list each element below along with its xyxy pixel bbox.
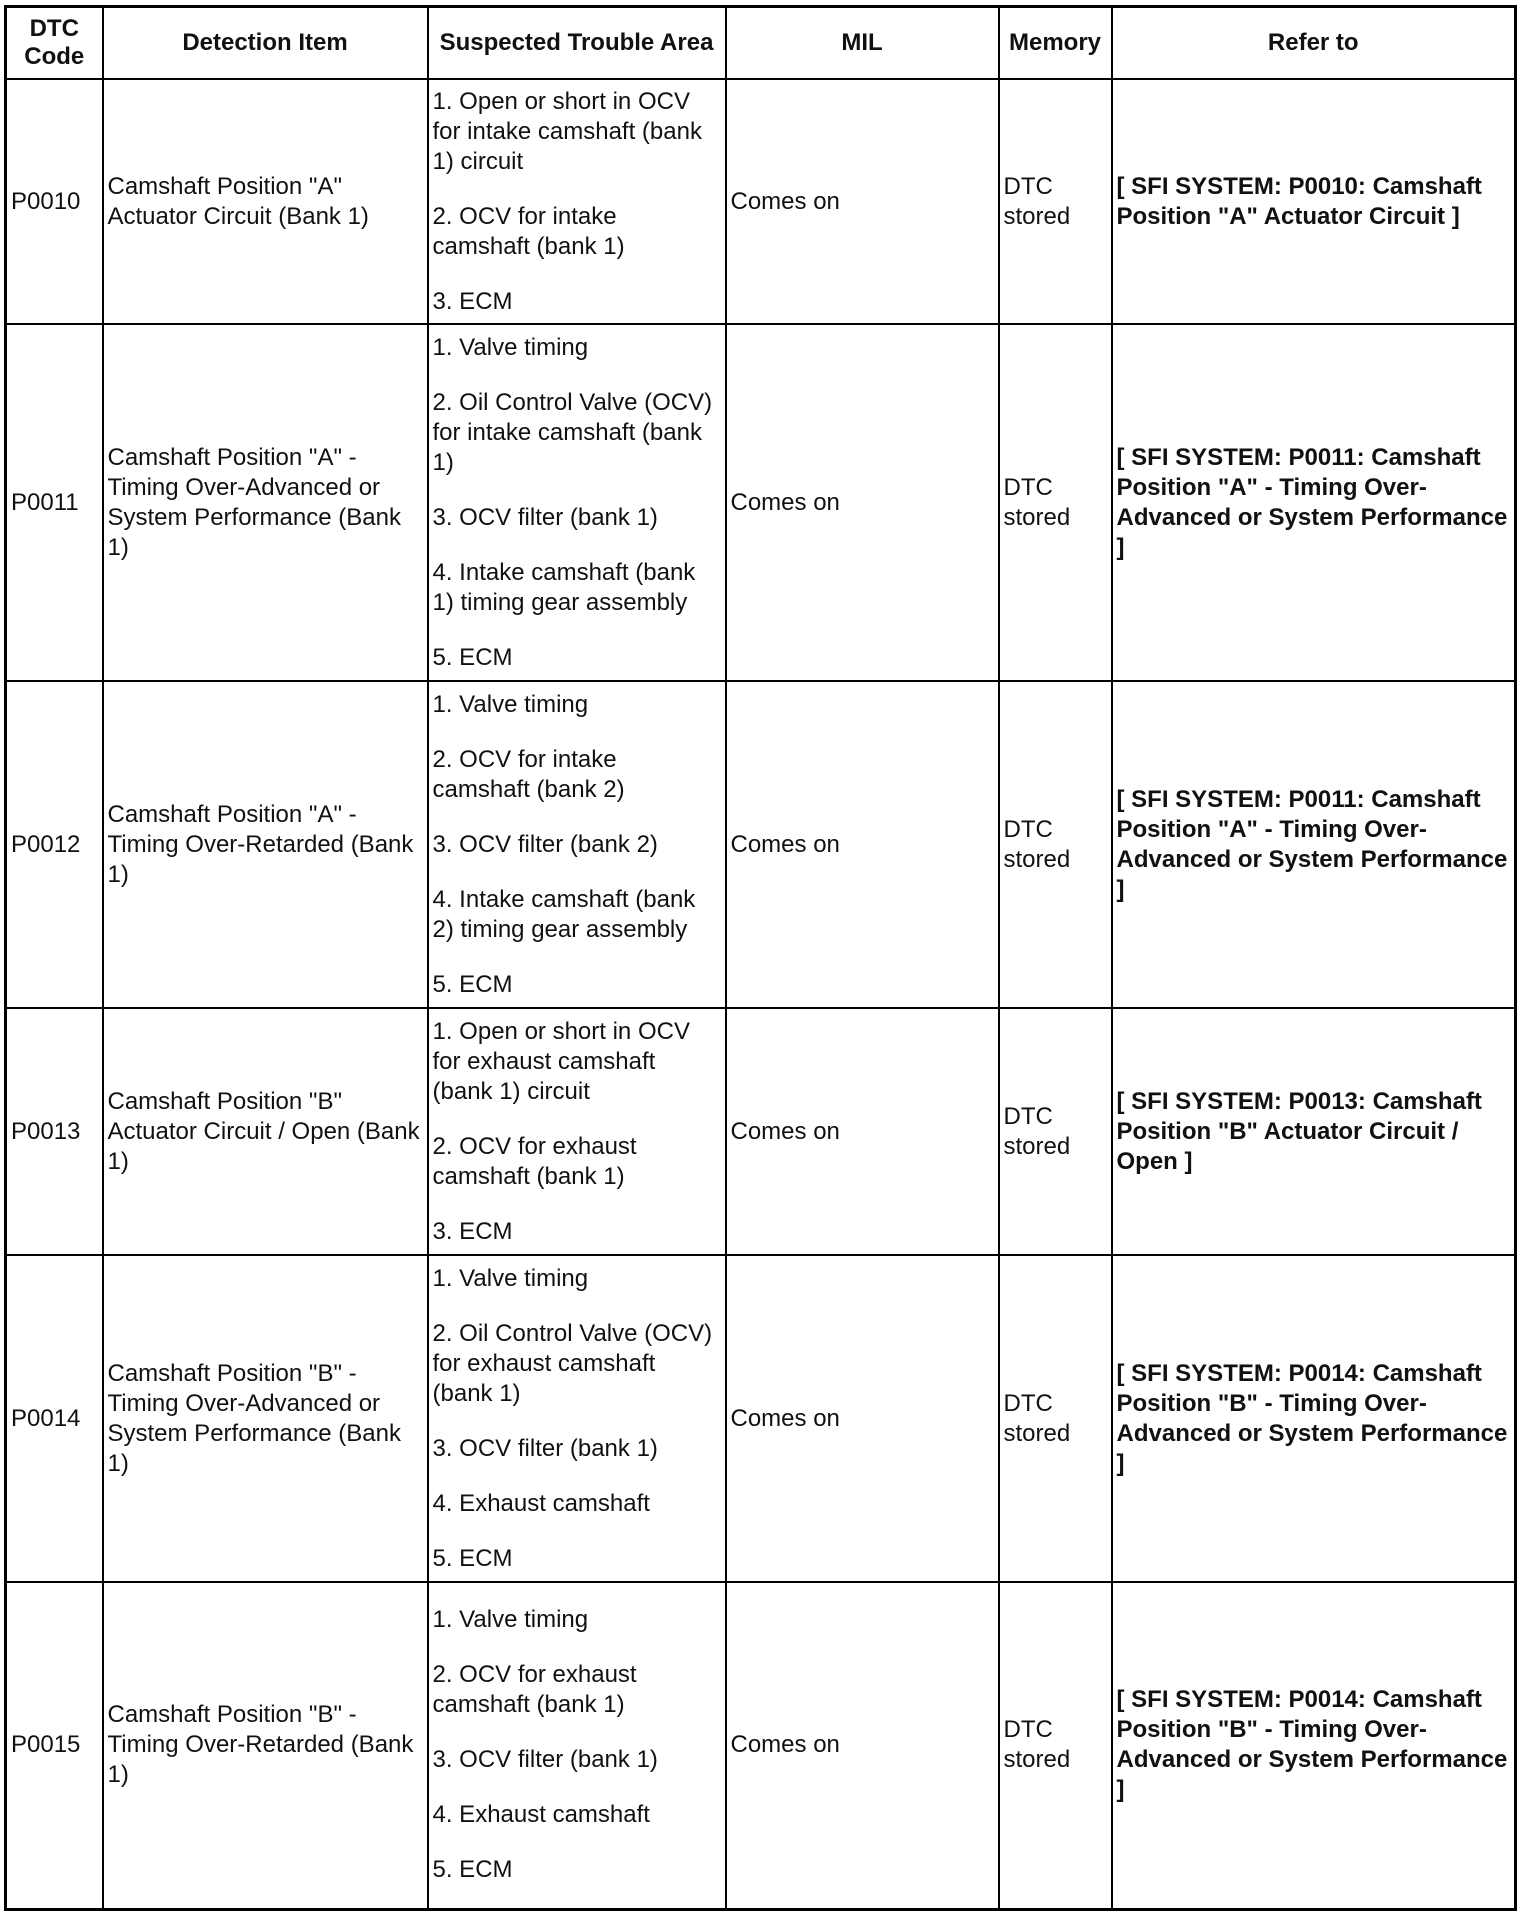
memory-cell: DTC stored xyxy=(999,681,1112,1008)
trouble-area-item: 5. ECM xyxy=(432,1544,513,1572)
detection-item-cell: Camshaft Position "A" Actuator Circuit (Bank 1) xyxy=(103,79,428,324)
mil-cell: Comes on xyxy=(726,79,999,324)
trouble-area-item: 1. Open or short in OCV for exhaust camshaft (bank 1) circuit xyxy=(432,1017,690,1105)
trouble-area-item: 3. ECM xyxy=(432,287,513,315)
trouble-area-item: 1. Valve timing xyxy=(432,1264,589,1292)
suspected-trouble-area-cell xyxy=(428,324,726,681)
trouble-area-item: 1. Valve timing xyxy=(432,1606,589,1634)
trouble-area-item: 5. ECM xyxy=(432,643,513,671)
refer-to-cell: [ SFI SYSTEM: P0011: Camshaft Position "A" - Timing Over-Advanced or System Performance ] xyxy=(1112,324,1516,681)
dtc-code-cell: P0013 xyxy=(6,1008,103,1255)
mil-cell: Comes on xyxy=(726,1255,999,1582)
table-row xyxy=(6,324,1516,681)
refer-to-cell: [ SFI SYSTEM: P0010: Camshaft Position "A" Actuator Circuit ] xyxy=(1112,79,1516,324)
trouble-area-item: 3. ECM xyxy=(432,1217,513,1245)
trouble-area-item: 4. Exhaust camshaft xyxy=(432,1489,650,1517)
trouble-area-item: 2. OCV for intake camshaft (bank 1) xyxy=(432,202,625,260)
header-dtc-code: DTC Code xyxy=(6,7,103,80)
trouble-area-item: 1. Valve timing xyxy=(432,333,589,361)
dtc-code-cell: P0014 xyxy=(6,1255,103,1582)
trouble-area-item: 4. Exhaust camshaft xyxy=(432,1801,650,1829)
dtc-code-cell: P0010 xyxy=(6,79,103,324)
header-detection-item: Detection Item xyxy=(103,7,428,80)
detection-item-cell: Camshaft Position "A" - Timing Over-Retarded (Bank 1) xyxy=(103,681,428,1008)
header-memory: Memory xyxy=(999,7,1112,80)
trouble-area-item: 5. ECM xyxy=(432,1856,513,1884)
memory-cell: DTC stored xyxy=(999,1255,1112,1582)
header-refer-to: Refer to xyxy=(1112,7,1516,80)
table-row xyxy=(6,1008,1516,1255)
refer-to-cell: [ SFI SYSTEM: P0013: Camshaft Position "B" Actuator Circuit / Open ] xyxy=(1112,1008,1516,1255)
dtc-code-cell: P0012 xyxy=(6,681,103,1008)
trouble-area-item: 2. OCV for exhaust camshaft (bank 1) xyxy=(432,1132,637,1190)
trouble-area-item: 5. ECM xyxy=(432,970,513,998)
dtc-table xyxy=(4,5,1517,1911)
suspected-trouble-area-cell xyxy=(428,1255,726,1582)
table-header xyxy=(6,7,1516,80)
refer-to-cell: [ SFI SYSTEM: P0014: Camshaft Position "B" - Timing Over-Advanced or System Performance ] xyxy=(1112,1582,1516,1909)
header-row xyxy=(6,7,1516,80)
detection-item-cell: Camshaft Position "A" - Timing Over-Advanced or System Performance (Bank 1) xyxy=(103,324,428,681)
header-suspected-trouble-area: Suspected Trouble Area xyxy=(428,7,726,80)
memory-cell: DTC stored xyxy=(999,324,1112,681)
suspected-trouble-area-cell xyxy=(428,681,726,1008)
trouble-area-item: 4. Intake camshaft (bank 2) timing gear assembly xyxy=(432,885,696,943)
memory-cell: DTC stored xyxy=(999,79,1112,324)
memory-cell: DTC stored xyxy=(999,1008,1112,1255)
trouble-area-item: 2. OCV for intake camshaft (bank 2) xyxy=(432,745,625,803)
trouble-area-item: 3. OCV filter (bank 1) xyxy=(432,503,658,531)
mil-cell: Comes on xyxy=(726,1008,999,1255)
mil-cell: Comes on xyxy=(726,681,999,1008)
trouble-area-item: 2. OCV for exhaust camshaft (bank 1) xyxy=(432,1661,637,1719)
mil-cell: Comes on xyxy=(726,324,999,681)
mil-cell: Comes on xyxy=(726,1582,999,1909)
trouble-area-item: 2. Oil Control Valve (OCV) for intake camshaft (bank 1) xyxy=(432,388,713,476)
table-row xyxy=(6,79,1516,324)
trouble-area-item: 3. OCV filter (bank 1) xyxy=(432,1746,658,1774)
detection-item-cell: Camshaft Position "B" - Timing Over-Retarded (Bank 1) xyxy=(103,1582,428,1909)
trouble-area-item: 2. Oil Control Valve (OCV) for exhaust camshaft (bank 1) xyxy=(432,1319,713,1407)
trouble-area-item: 1. Valve timing xyxy=(432,690,589,718)
dtc-code-cell: P0011 xyxy=(6,324,103,681)
refer-to-cell: [ SFI SYSTEM: P0014: Camshaft Position "B" - Timing Over-Advanced or System Performance ] xyxy=(1112,1255,1516,1582)
table-row xyxy=(6,1255,1516,1582)
memory-cell: DTC stored xyxy=(999,1582,1112,1909)
table-row xyxy=(6,681,1516,1008)
trouble-area-item: 4. Intake camshaft (bank 1) timing gear assembly xyxy=(432,558,696,616)
trouble-area-item: 1. Open or short in OCV for intake camshaft (bank 1) circuit xyxy=(432,87,702,175)
refer-to-cell: [ SFI SYSTEM: P0011: Camshaft Position "A" - Timing Over-Advanced or System Performance ] xyxy=(1112,681,1516,1008)
table-body xyxy=(6,79,1516,1909)
suspected-trouble-area-cell xyxy=(428,79,726,324)
trouble-area-item: 3. OCV filter (bank 1) xyxy=(432,1434,658,1462)
trouble-area-item: 3. OCV filter (bank 2) xyxy=(432,830,658,858)
suspected-trouble-area-cell xyxy=(428,1008,726,1255)
detection-item-cell: Camshaft Position "B" - Timing Over-Advanced or System Performance (Bank 1) xyxy=(103,1255,428,1582)
detection-item-cell: Camshaft Position "B" Actuator Circuit / Open (Bank 1) xyxy=(103,1008,428,1255)
header-mil: MIL xyxy=(726,7,999,80)
dtc-code-cell: P0015 xyxy=(6,1582,103,1909)
